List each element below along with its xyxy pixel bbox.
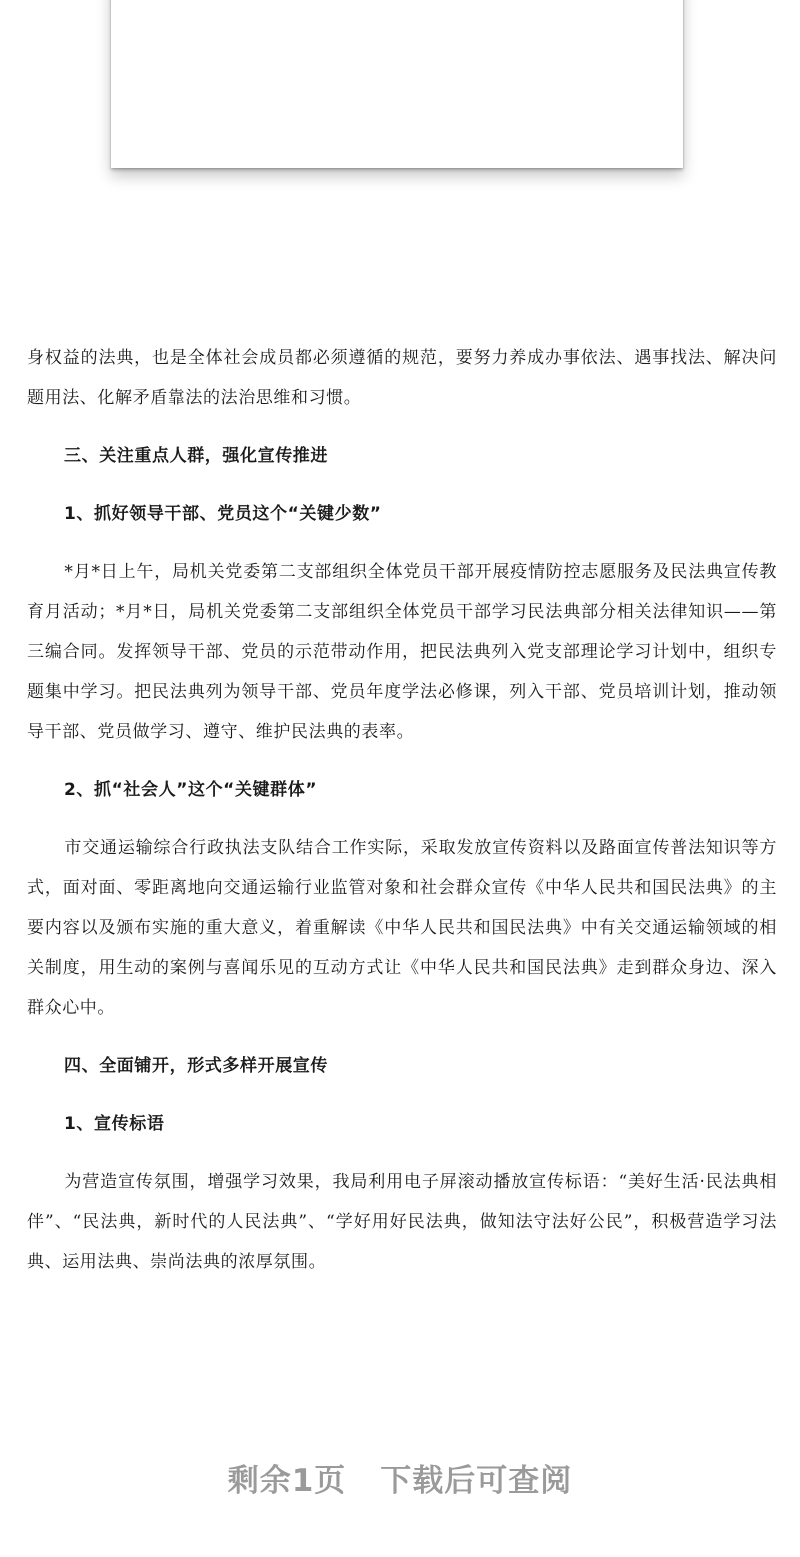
- section-heading-4: 四、全面铺开，形式多样开展宣传: [64, 1056, 328, 1076]
- subheading-3-2: 2、抓“社会人”这个“关键群体”: [64, 780, 318, 800]
- paragraph-3-2: 市交通运输综合行政执法支队结合工作实际，采取发放宣传资料以及路面宣传普法知识等方式，面对面、零距离地向交通运输行业监管对象和社会群众宣传《中华人民共和国民法典》的主要内容以及颁布实施的重大意义，着重解读《中华人民共和国民法典》中有关交通运输领域的相关制度，用生动的案例与喜闻乐见的互动方式让《中华人民共和国民法典》走到群众身边、深入群众心中。: [27, 838, 777, 1018]
- subheading-3-1: 1、抓好领导干部、党员这个“关键少数”: [64, 504, 382, 524]
- download-prompt[interactable]: [0, 1455, 800, 1500]
- paragraph-4-1: 为营造宣传氛围，增强学习效果，我局利用电子屏滚动播放宣传标语：“美好生活·民法典相伴”、“民法典，新时代的人民法典”、“学好用好民法典，做知法守法好公民”，积极营造学习法典、运用法典、崇尚法典的浓厚氛围。: [27, 1172, 777, 1272]
- paragraph-continuation: 身权益的法典，也是全体社会成员都必须遵循的规范，要努力养成办事依法、遇事找法、解决问题用法、化解矛盾靠法的法治思维和习惯。: [27, 348, 777, 408]
- download-hint-label: 下载后可查阅: [380, 1463, 573, 1499]
- subheading-4-1: 1、宣传标语: [64, 1114, 165, 1134]
- section-heading-3: 三、关注重点人群，强化宣传推进: [64, 446, 328, 466]
- previous-page-preview: [111, 0, 683, 168]
- paragraph-3-1: *月*日上午，局机关党委第二支部组织全体党员干部开展疫情防控志愿服务及民法典宣传教育月活动；*月*日，局机关党委第二支部组织全体党员干部学习民法典部分相关法律知识——第三编合同。发挥领导干部、党员的示范带动作用，把民法典列入党支部理论学习计划中，组织专题集中学习。把民法典列为领导干部、党员年度学法必修课，列入干部、党员培训计划，推动领导干部、党员做学习、遵守、维护民法典的表率。: [27, 562, 777, 742]
- document-body: [27, 338, 777, 1282]
- remaining-pages-label: 剩余1页: [227, 1463, 347, 1499]
